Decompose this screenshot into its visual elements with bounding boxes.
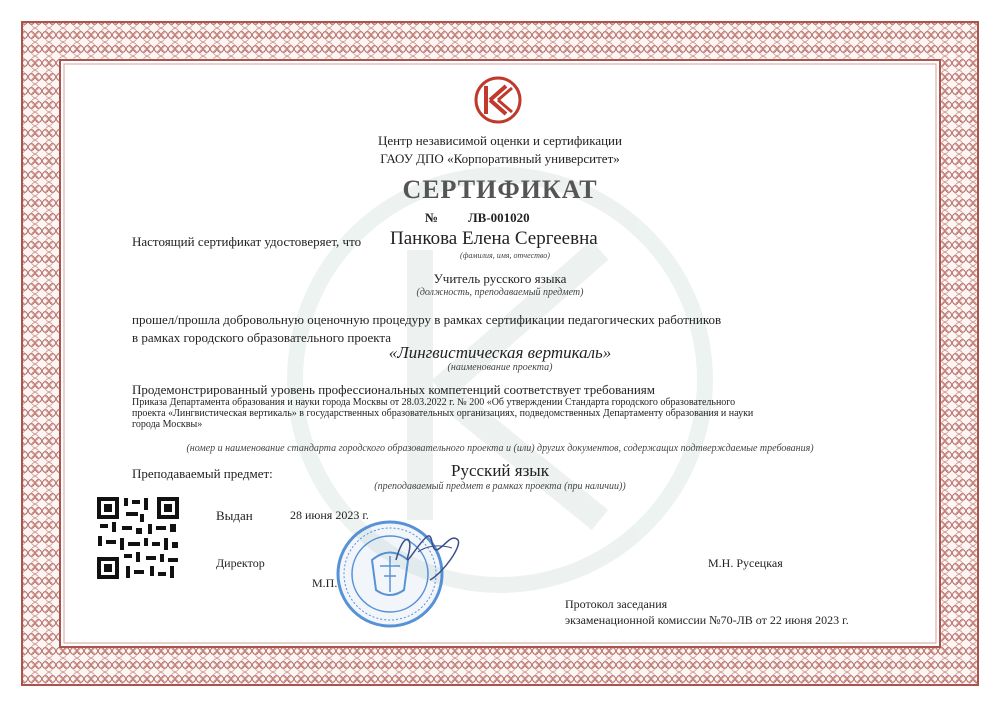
kk-logo xyxy=(476,78,520,122)
order-line-1: Приказа Департамента образования и науки города Москвы от 28.03.2022 г. № 200 «Об утверждении Стандарта городского образовательного xyxy=(132,397,736,408)
project-name: «Лингвистическая вертикаль» xyxy=(388,343,612,362)
director-name: М.Н. Русецкая xyxy=(708,556,783,570)
director-label: Директор xyxy=(216,556,265,570)
project-hint: (наименование проекта) xyxy=(447,362,553,373)
issued-date: 28 июня 2023 г. xyxy=(290,508,369,522)
order-line-3: города Москвы» xyxy=(132,419,203,430)
position-hint: (должность, преподаваемый предмет) xyxy=(416,287,584,298)
org-line-2: ГАОУ ДПО «Корпоративный университет» xyxy=(380,151,620,166)
subject-value: Русский язык xyxy=(451,461,549,480)
holder-intro: Настоящий сертификат удостоверяет, что xyxy=(132,234,362,249)
certificate-number: ЛВ-001020 xyxy=(468,210,530,225)
procedure-line-2: в рамках городского образовательного проекта xyxy=(132,330,392,345)
page-title: СЕРТИФИКАТ xyxy=(402,175,598,204)
standard-hint: (номер и наименование стандарта городского образовательного проекта и (или) других документов, содержащих подтверждаемые требования) xyxy=(186,443,814,454)
competence-line: Продемонстрированный уровень профессиональных компетенций соответствует требованиям xyxy=(132,382,655,397)
protocol-line-1: Протокол заседания xyxy=(565,597,668,611)
procedure-line-1: прошел/прошла добровольную оценочную процедуру в рамках сертификации педагогических работников xyxy=(132,312,722,327)
protocol-line-2: экзаменационной комиссии №70-ЛВ от 22 июня 2023 г. xyxy=(565,613,849,627)
stamp-place: М.П. xyxy=(312,576,338,590)
subject-label: Преподаваемый предмет: xyxy=(132,466,273,481)
issued-label: Выдан xyxy=(216,508,253,523)
number-sign: № xyxy=(425,210,439,225)
holder-name: Панкова Елена Сергеевна xyxy=(390,228,598,249)
order-line-2: проекта «Лингвистическая вертикаль» в государственных образовательных организациях, подведомственных Департаменту образования и науки xyxy=(132,408,754,419)
qr-code xyxy=(96,496,180,580)
position-value: Учитель русского языка xyxy=(433,271,567,286)
org-line-1: Центр независимой оценки и сертификации xyxy=(378,133,622,148)
holder-name-hint: (фамилия, имя, отчество) xyxy=(460,251,550,260)
subject-hint: (преподаваемый предмет в рамках проекта (при наличии)) xyxy=(374,481,626,492)
